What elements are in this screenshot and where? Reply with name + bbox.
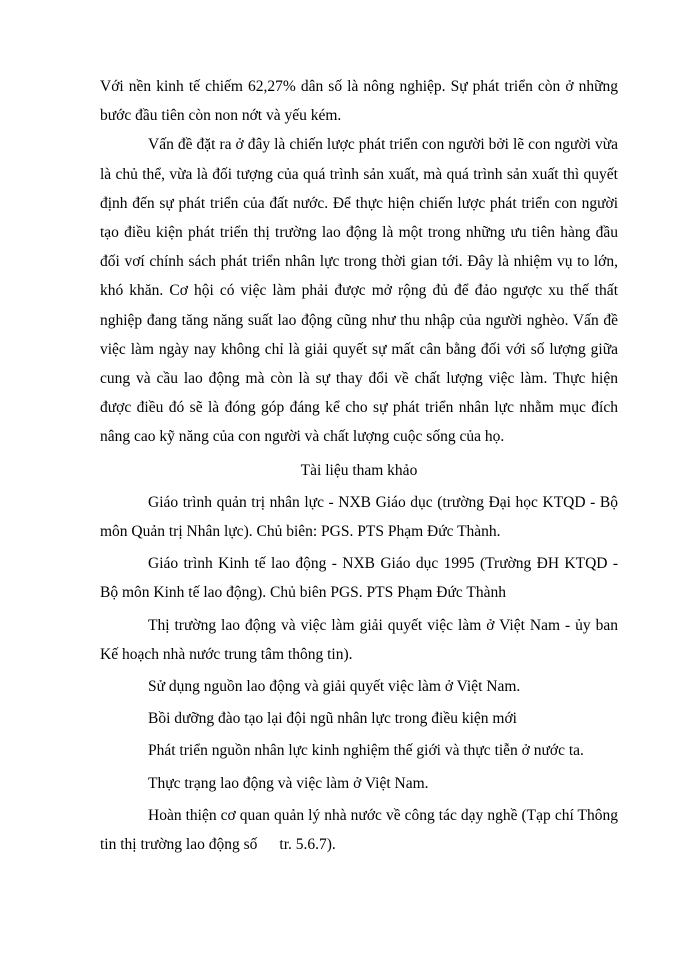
reference-text: Sử dụng nguồn lao động và giải quyết việc làm ở Việt Nam. [148, 678, 521, 696]
references-list [100, 488, 618, 859]
reference-item [100, 611, 618, 669]
reference-item [100, 549, 618, 607]
reference-text: Giáo trình Kinh tế lao động - NXB Giáo dục 1995 (Trường ĐH KTQD - Bộ môn Kinh tế lao động). Chủ biên PGS. PTS Phạm Đức Thành [100, 555, 618, 602]
reference-text: Giáo trình quản trị nhân lực - NXB Giáo dục (trường Đại học KTQD - Bộ môn Quản trị Nhân lực). Chủ biên: PGS. PTS Phạm Đức Thành. [100, 493, 618, 541]
reference-item [100, 672, 618, 701]
reference-item [100, 801, 618, 859]
reference-text: Bồi dưỡng đào tạo lại đội ngũ nhân lực trong điều kiện mới [148, 710, 517, 728]
reference-text: Thị trường lao động và việc làm giải quyết việc làm ở Việt Nam - ủy ban Kế hoạch nhà nước trung tâm thông tin). [100, 616, 618, 663]
reference-text: Hoàn thiện cơ quan quản lý nhà nước về công tác dạy nghề (Tạp chí Thông tin thị trường lao động số [100, 806, 618, 854]
reference-item [100, 704, 618, 733]
reference-item [100, 736, 618, 765]
reference-text: Thực trạng lao động và việc làm ở Việt Nam. [148, 774, 429, 792]
body-paragraph: Vấn đề đặt ra ở đây là chiến lược phát triển con người bởi lẽ con người vừa là chủ thể, vừa là đối tượng của quá trình sản xuất, mà quá trình sản xuất thì quyết định đến sự phát triển của đất nước. Để thực hiện chiến lược phát triển con người tạo điều kiện phát triển thị trường lao động là một trong những ưu tiên hàng đầu đối vơí chính sách phát triển nhân lực trong thời gian tới. Đây là nhiệm vụ to lớn, khó khăn. Cơ hội có việc làm phải được mở rộng đủ để đảo ngược xu thế thất nghiệp đang tăng năng suất lao động cũng như thu nhập của người nghèo. Vấn đề việc làm ngày nay không chỉ là giải quyết sự mất cân bằng đối với số lượng giữa cung và cầu lao động mà còn là sự thay đổi về chất lượng việc làm. Thực hiện được điều đó sẽ là đóng góp đáng kể cho sự phát triển nhân lực nhằm mục đích nâng cao kỹ năng của con người và chất lượng cuộc sống của họ. [100, 136, 618, 446]
reference-text: Phát triển nguồn nhân lực kinh nghiệm thế giới và thực tiễn ở nước ta. [148, 742, 584, 760]
reference-item [100, 488, 618, 546]
intro-paragraph: Với nền kinh tế chiếm 62,27% dân số là nông nghiệp. Sự phát triển còn ở những bước đầu tiên còn non nớt và yếu kém. [100, 78, 618, 125]
document-page [100, 72, 618, 862]
references-heading: Tài liệu tham khảo [300, 461, 418, 479]
reference-text-pages: tr. 5.6.7). [279, 836, 336, 854]
reference-item [100, 769, 618, 798]
